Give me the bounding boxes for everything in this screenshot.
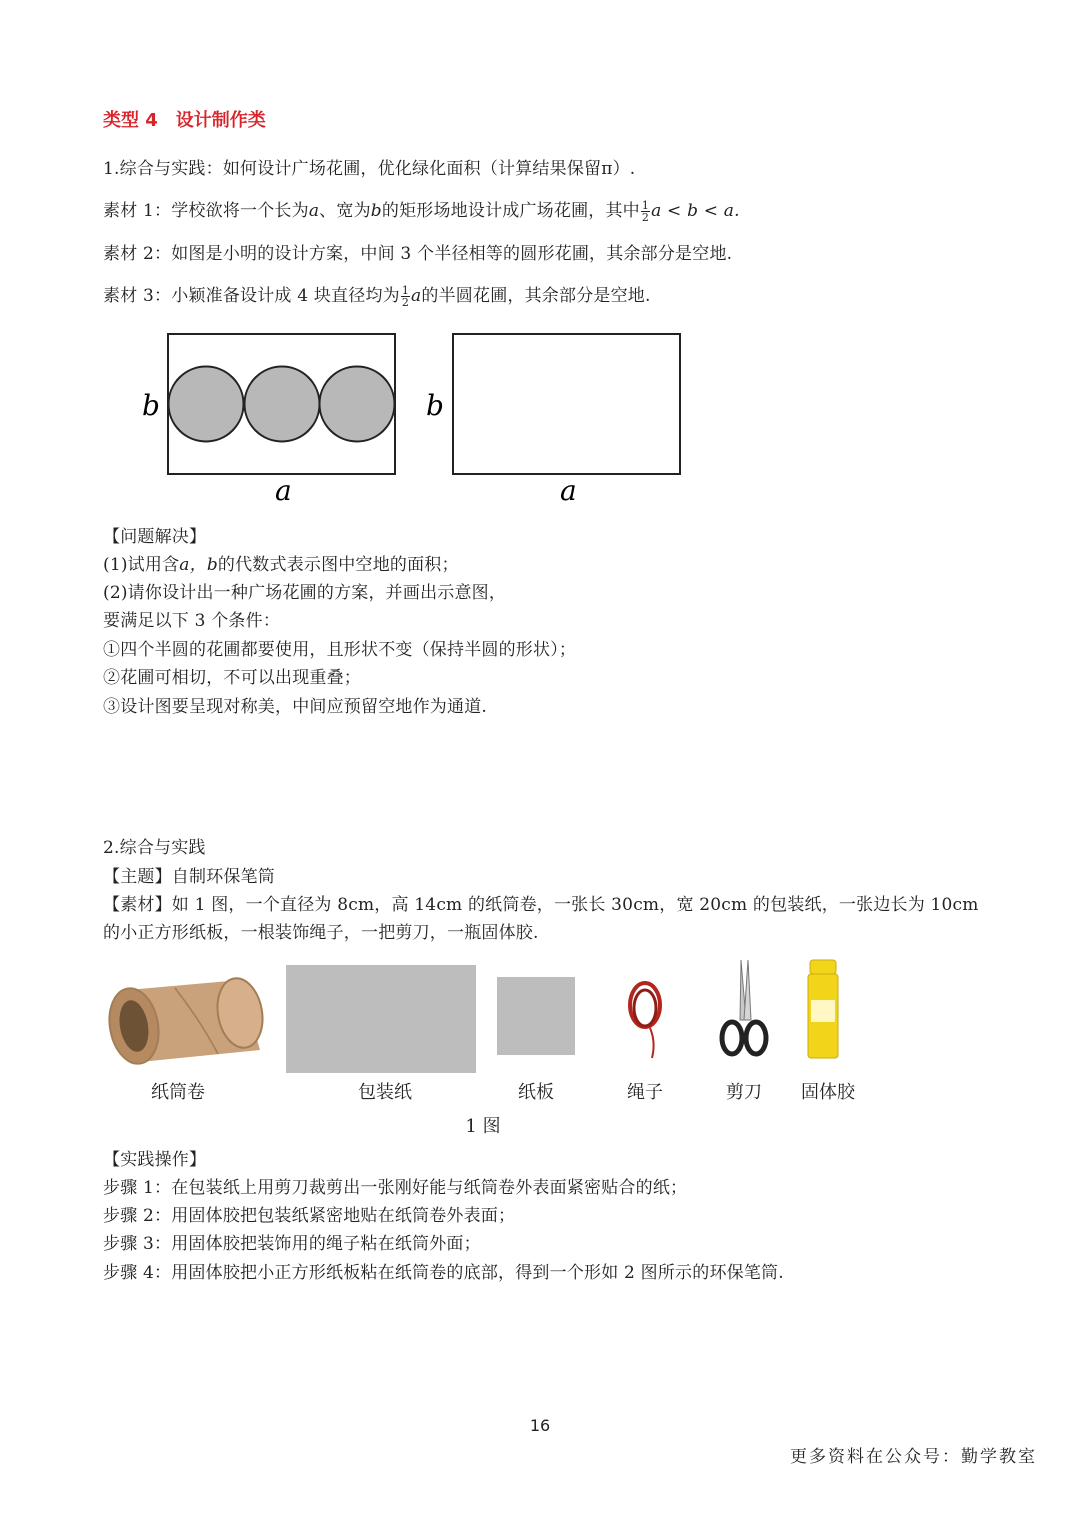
material-1-text-start: 素材 1：学校欲将一个长为 [103, 201, 309, 221]
material-1 [103, 200, 740, 223]
fraction-denominator: 2 [401, 296, 410, 309]
var-a: a [308, 201, 320, 221]
item-label-rope: 绳子 [627, 1082, 663, 1103]
scissors-handle-left [722, 1022, 742, 1054]
label-b-left: b [142, 389, 160, 422]
footer-note: 更多资料在公众号：勤学教室 [790, 1447, 1037, 1467]
question-1-end: 的代数式表示图中空地的面积； [217, 555, 459, 575]
label-a-left: a [275, 474, 292, 507]
problem2-title: 2.综合与实践 [103, 838, 206, 858]
fraction-one-half [401, 285, 410, 308]
fraction-numerator: 1 [641, 199, 650, 212]
condition-1: ①四个半圆的花圃都要使用，且形状不变（保持半圆的形状）； [103, 640, 577, 660]
figure-caption: 1 图 [465, 1116, 501, 1137]
material-3 [103, 285, 651, 308]
rectangle-right [453, 334, 680, 474]
label-b-right: b [426, 389, 444, 422]
scissors-image [722, 960, 766, 1054]
step-2: 步骤 2：用固体胶把包装纸紧密地贴在纸筒卷外表面； [103, 1206, 516, 1226]
vars-a-b: a，b [179, 555, 218, 575]
rope-tail [650, 1028, 654, 1058]
question-1 [103, 554, 459, 576]
cardboard-image [497, 977, 575, 1055]
glue-label [811, 1000, 835, 1022]
paper-tube-image [104, 975, 268, 1068]
condition-3: ③设计图要呈现对称美，中间应预留空地作为通道. [103, 697, 488, 717]
scissors-handle-right [746, 1022, 766, 1054]
material-1-text-mid: 、宽为 [319, 201, 371, 221]
fraction-denominator: 2 [641, 211, 650, 224]
page-number: 16 [529, 1416, 551, 1435]
problem1-title: 1.综合与实践：如何设计广场花圃，优化绿化面积（计算结果保留π）. [103, 159, 636, 179]
item-label-scissors: 剪刀 [726, 1082, 762, 1103]
rectangle-figures [130, 325, 710, 510]
figure-blank-rectangle [426, 334, 680, 507]
figure-xiaoming-design [142, 334, 395, 507]
rope-coil-inner [634, 990, 656, 1026]
question-2: (2)请你设计出一种广场花圃的方案，并画出示意图， [103, 583, 507, 603]
inequality: a < b < a. [651, 201, 740, 221]
glue-stick-image [808, 960, 838, 1058]
section-heading: 类型 4 设计制作类 [103, 110, 266, 131]
label-a-right: a [560, 474, 577, 507]
item-label-paper-tube: 纸筒卷 [151, 1082, 205, 1103]
material-2: 素材 2：如图是小明的设计方案，中间 3 个半径相等的圆形花圃，其余部分是空地. [103, 244, 733, 264]
step-4: 步骤 4：用固体胶把小正方形纸板粘在纸筒卷的底部，得到一个形如 2 图所示的环保笔筒. [103, 1263, 784, 1283]
step-3: 步骤 3：用固体胶把装饰用的绳子粘在纸筒外面； [103, 1234, 481, 1254]
problem2-material-line2: 的小正方形纸板，一根装饰绳子，一把剪刀，一瓶固体胶. [103, 923, 539, 943]
circle-garden-1 [169, 367, 244, 442]
materials-figure [100, 950, 880, 1075]
item-label-glue-stick: 固体胶 [801, 1082, 855, 1103]
problem-header: 【问题解决】 [103, 527, 207, 547]
step-1: 步骤 1：在包装纸上用剪刀裁剪出一张刚好能与纸筒卷外表面紧密贴合的纸； [103, 1178, 688, 1198]
item-label-wrapping-paper: 包装纸 [358, 1082, 412, 1103]
practice-header: 【实践操作】 [103, 1150, 207, 1170]
item-label-cardboard: 纸板 [518, 1082, 554, 1103]
problem2-theme: 【主题】自制环保笔筒 [103, 867, 275, 887]
fraction-one-half [641, 200, 650, 223]
condition-2: ②花圃可相切，不可以出现重叠； [103, 668, 361, 688]
problem2-material-line1: 【素材】如 1 图，一个直径为 8cm，高 14cm 的纸筒卷，一张长 30cm，宽 20cm 的包装纸，一张边长为 10cm [103, 895, 979, 915]
rope-image [630, 983, 660, 1058]
material-3-text-after: 的半圆花圃，其余部分是空地. [421, 286, 651, 306]
circle-garden-2 [245, 367, 320, 442]
var-a: a [411, 286, 422, 306]
wrapping-paper-image [286, 965, 476, 1073]
material-3-text-start: 素材 3：小颖准备设计成 4 块直径均为 [103, 286, 400, 306]
material-1-text-after: 的矩形场地设计成广场花圃，其中 [381, 201, 640, 221]
var-b: b [370, 201, 382, 221]
glue-cap [810, 960, 836, 974]
scissors-blade-2 [744, 960, 751, 1020]
circle-garden-3 [320, 367, 395, 442]
question-1-start: (1)试用含 [103, 555, 180, 575]
question-2-requirement: 要满足以下 3 个条件： [103, 611, 281, 631]
fraction-numerator: 1 [401, 284, 410, 297]
